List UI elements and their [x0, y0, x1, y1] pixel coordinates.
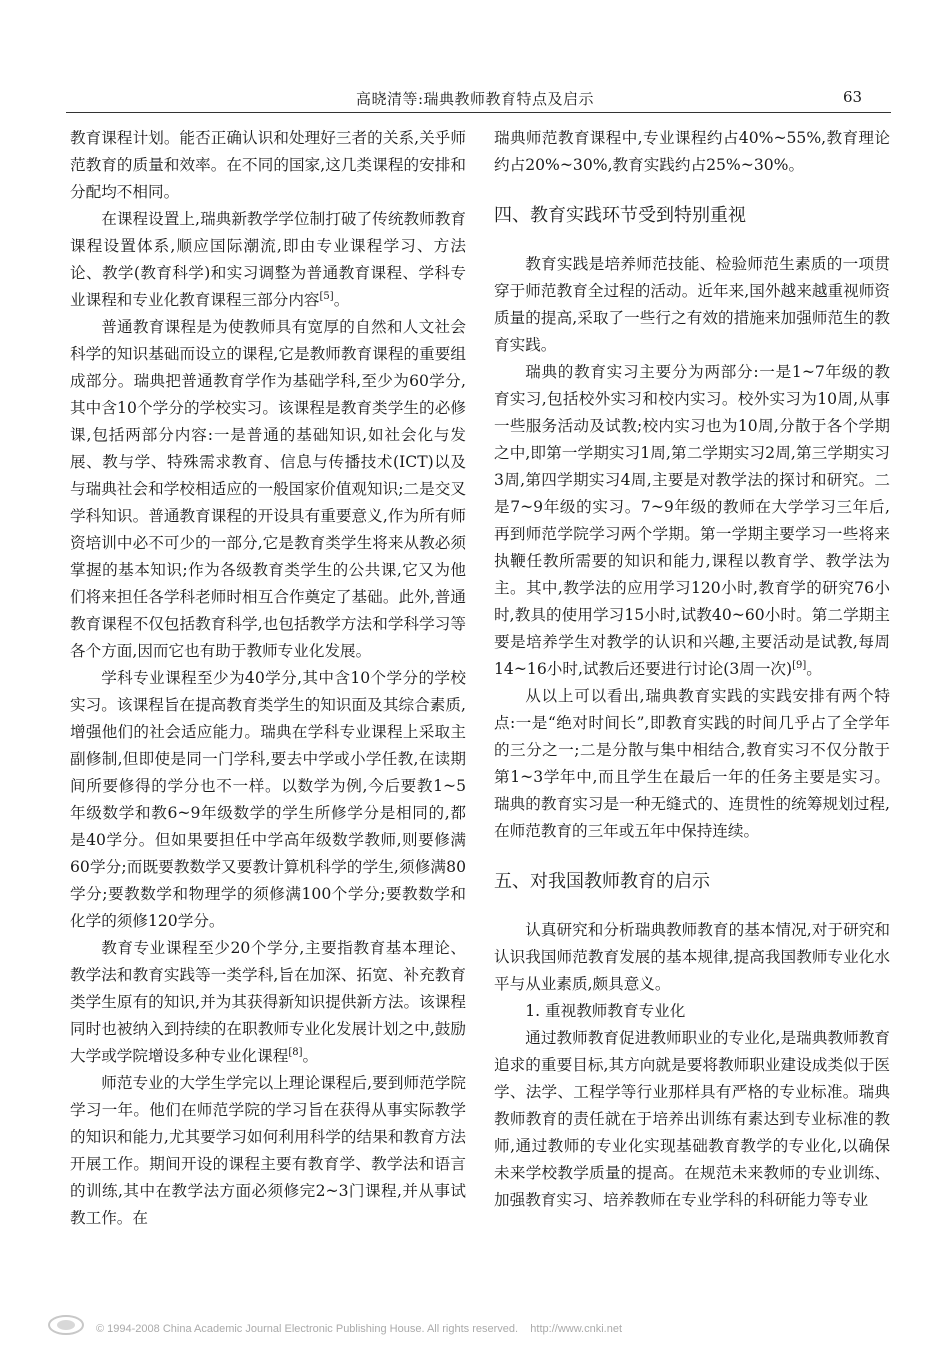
copyright-footer: [96, 1323, 622, 1335]
paragraph: 教育专业课程至少20个学分,主要指教育基本理论、教学法和教育实践等一类学科,旨在加深、拓宽、补充教育类学生原有的知识,并为其获得新知识提供新方法。该课程同时也被纳入到持续的在职教师专业化发展计划之中,鼓励大学或学院增设多种专业化课程[8]。: [70, 939, 466, 1065]
page-number: 63: [843, 88, 863, 106]
section-heading: 四、教育实践环节受到特别重视: [494, 205, 746, 226]
copyright-text: © 1994-2008 China Academic Journal Electronic Publishing House. All rights reserved.: [96, 1323, 519, 1335]
paragraph: 从以上可以看出,瑞典教育实践的实践安排有两个特点:一是“绝对时间长”,即教育实践的时间几乎占了全学年的三分之一;二是分散与集中相结合,教育实习不仅分散于第1~3学年中,而且学生在最后一年的任务主要是实习。瑞典的教育实习是一种无缝式的、连贯性的统筹规划过程,在师范教育的三年或五年中保持连续。: [494, 687, 890, 840]
paragraph: 师范专业的大学生学完以上理论课程后,要到师范学院学习一年。他们在师范学院的学习旨在获得从事实际教学的知识和能力,尤其要学习如何利用科学的结果和教育方法开展工作。期间开设的课程主要有教育学、教学法和语言的训练,其中在教学法方面必须修完2~3门课程,并从事试教工作。在: [70, 1074, 466, 1227]
footer-url: http://www.cnki.net: [530, 1323, 623, 1335]
paragraph: 认真研究和分析瑞典教师教育的基本情况,对于研究和认识我国师范教育发展的基本规律,提高我国教师专业化水平与从业素质,颇具意义。: [494, 921, 890, 993]
paragraph: 瑞典的教育实习主要分为两部分:一是1~7年级的教育实习,包括校外实习和校内实习。校外实习为10周,从事一些服务活动及试教;校内实习也为10周,分散于各个学期之中,即第一学期实习1周,第二学期实习2周,第三学期实习3周,第四学期实习4周,主要是对教学法的探讨和研究。二是7~9年级的实习。7~9年级的教师在大学学习三年后,再到师范学院学习两个学期。第一学期主要学习一些将来执鞭任教所需要的知识和能力,课程以教育学、教学法为主。其中,教学法的应用学习120小时,教育学的研究76小时,教具的使用学习15小时,试教40~60小时。第二学期主要是培养学生对教学的认识和兴趣,主要活动是试教,每周14~16小时,试教后还要进行讨论(3周一次)[9]。: [494, 363, 890, 678]
paragraph: 教育实践是培养师范技能、检验师范生素质的一项贯穿于师范教育全过程的活动。近年来,国外越来越重视师资质量的提高,采取了一些行之有效的措施来加强师范生的教育实践。: [494, 255, 890, 354]
paragraph: 普通教育课程是为使教师具有宽厚的自然和人文社会科学的知识基础而设立的课程,它是教师教育课程的重要组成部分。瑞典把普通教育学作为基础学科,至少为60学分,其中含10个学分的学校实习。该课程是教育类学生的必修课,包括两部分内容:一是普通的基础知识,如社会化与发展、教与学、特殊需求教育、信息与传播技术(ICT)以及与瑞典社会和学校相适应的一般国家价值观知识;二是交叉学科知识。普通教育课程的开设具有重要意义,作为所有师资培训中必不可少的一部分,它是教育类学生将来从教必须掌握的基本知识;作为各级教育类学生的公共课,它又为他们将来担任各学科老师时相互合作奠定了基础。此外,普通教育课程不仅包括教育科学,也包括教学方法和学科学习等各个方面,因而它也有助于教师专业化发展。: [70, 318, 466, 660]
citation: [9]: [792, 659, 807, 671]
citation: [8]: [288, 1046, 303, 1058]
paragraph: 在课程设置上,瑞典新教学学位制打破了传统教师教育课程设置体系,顺应国际潮流,即由专业课程学习、方法论、教学(教育科学)和实习调整为普通教育课程、学科专业课程和专业化教育课程三部分内容[5]。: [70, 210, 466, 309]
subheading: 1. 重视教师教育专业化: [525, 1002, 686, 1020]
right-column: [494, 125, 890, 1214]
paragraph: 通过教师教育促进教师职业的专业化,是瑞典教师教育追求的重要目标,其方向就是要将教师职业建设成类似于医学、法学、工程学等行业那样具有严格的专业标准。瑞典教师教育的责任就在于培养出训练有素达到专业标准的教师,通过教师的专业化实现基础教育教学的专业化,以确保未来学校教学质量的提高。在规范未来教师的专业训练、加强教育实习、培养教师在专业学科的科研能力等专业: [494, 1029, 890, 1209]
paragraph: 教育课程计划。能否正确认识和处理好三者的关系,关乎师范教育的质量和效率。在不同的国家,这几类课程的安排和分配均不相同。: [70, 129, 466, 201]
left-column: [70, 125, 466, 1232]
paragraph: 学科专业课程至少为40学分,其中含10个学分的学校实习。该课程旨在提高教育类学生的知识面及其综合素质,增强他们的社会适应能力。瑞典在学科专业课程上采取主副修制,但即使是同一门学科,要去中学或小学任教,在读期间所要修得的学分也不一样。以数学为例,今后要教1~5年级数学和教6~9年级数学的学生所修学分是相同的,都是40学分。但如果要担任中学高年级数学教师,则要修满60学分;而既要教数学又要教计算机科学的学生,须修满80学分;要教数学和物理学的须修满100个学分;要教数学和化学的须修120学分。: [70, 669, 466, 930]
paragraph: 瑞典师范教育课程中,专业课程约占40%~55%,教育理论约占20%~30%,教育实践约占25%~30%。: [494, 129, 890, 174]
cnki-logo-icon: [46, 1312, 86, 1338]
header-divider: [66, 112, 891, 113]
citation: [5]: [319, 290, 334, 302]
section-heading: 五、对我国教师教育的启示: [494, 871, 710, 892]
running-title: 高晓清等:瑞典教师教育特点及启示: [355, 90, 595, 108]
